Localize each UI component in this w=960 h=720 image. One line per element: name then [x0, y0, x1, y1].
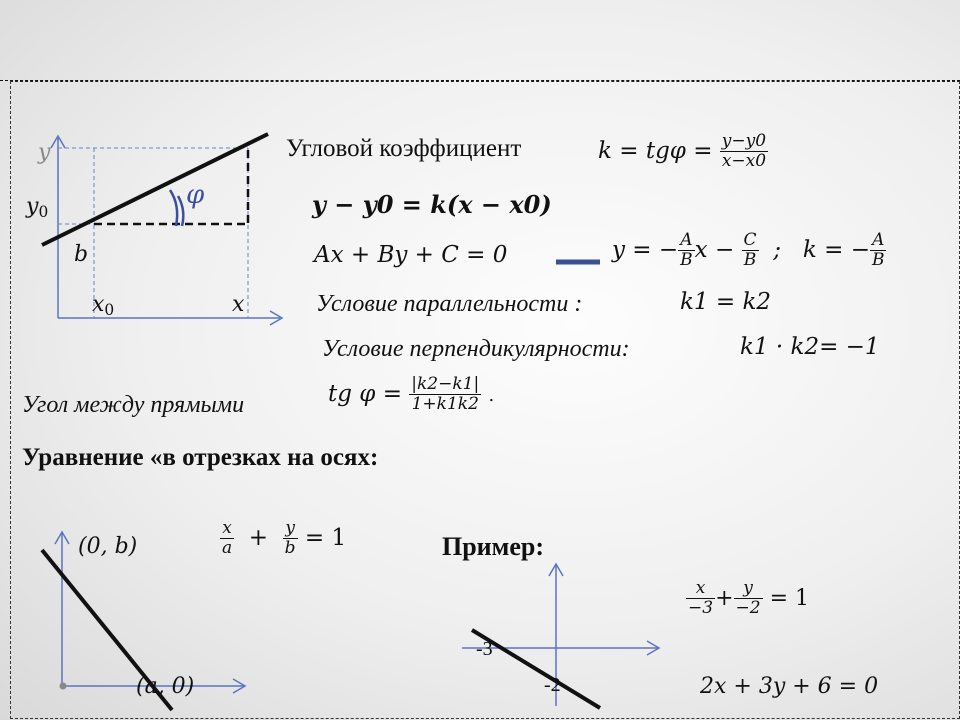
- x-axis-label: x: [232, 292, 245, 317]
- perp-condition-label: Условие перпендикулярности:: [322, 336, 630, 362]
- intercept-equation: $\frac{x}{a}$ + $\frac{y}{b}$ = 1: [222, 518, 347, 558]
- explicit-equation: y = − $\frac{A}{B}$ x − $\frac{C}{B}$ ; k = − $\frac{A}{B}$: [612, 230, 885, 270]
- diagram1-triangle: [94, 150, 248, 224]
- diagram1-line: [42, 134, 268, 245]
- slope-formula: k = tgφ = $\frac{y-y0}{x-x0}$: [598, 131, 767, 171]
- parallel-condition-label: Условие параллельности :: [316, 291, 583, 317]
- y-axis-label: y: [38, 140, 51, 165]
- example-tick-minus2: -2: [544, 674, 561, 696]
- example-label: Пример:: [442, 532, 545, 561]
- general-equation: Ax + By + C = 0: [314, 242, 508, 268]
- slope-label: Угловой коэффициент: [286, 135, 522, 162]
- diagram2-origin: [60, 683, 67, 690]
- x0-label: $x_0$: [92, 292, 115, 319]
- diagram1-guides: [58, 148, 248, 318]
- perp-condition-eq: k1 · k2= −1: [740, 334, 880, 360]
- angle-arc: [170, 190, 183, 226]
- y0-label: $y_0$: [26, 194, 49, 221]
- b-label: b: [74, 242, 89, 267]
- angle-label: Угол между прямыми: [22, 392, 245, 418]
- phi-symbol: φ: [186, 180, 205, 210]
- intercept-title: Уравнение «в отрезках на осях:: [22, 444, 379, 471]
- parallel-condition-eq: k1 = k2: [680, 289, 772, 315]
- angle-formula: tg φ = $\frac{|k2-k1|}{1+k1k2}$ .: [328, 374, 495, 414]
- point-slope-equation: y − y0 = k(x − x0): [312, 190, 552, 219]
- example-tick-minus3: -3: [476, 638, 493, 660]
- example-equation: $\frac{x}{-3}$ + $\frac{y}{-2}$ = 1: [688, 578, 809, 618]
- point-a0: (a, 0): [136, 674, 195, 699]
- example-result: 2x + 3y + 6 = 0: [700, 674, 879, 699]
- point-0b: (0, b): [78, 534, 138, 559]
